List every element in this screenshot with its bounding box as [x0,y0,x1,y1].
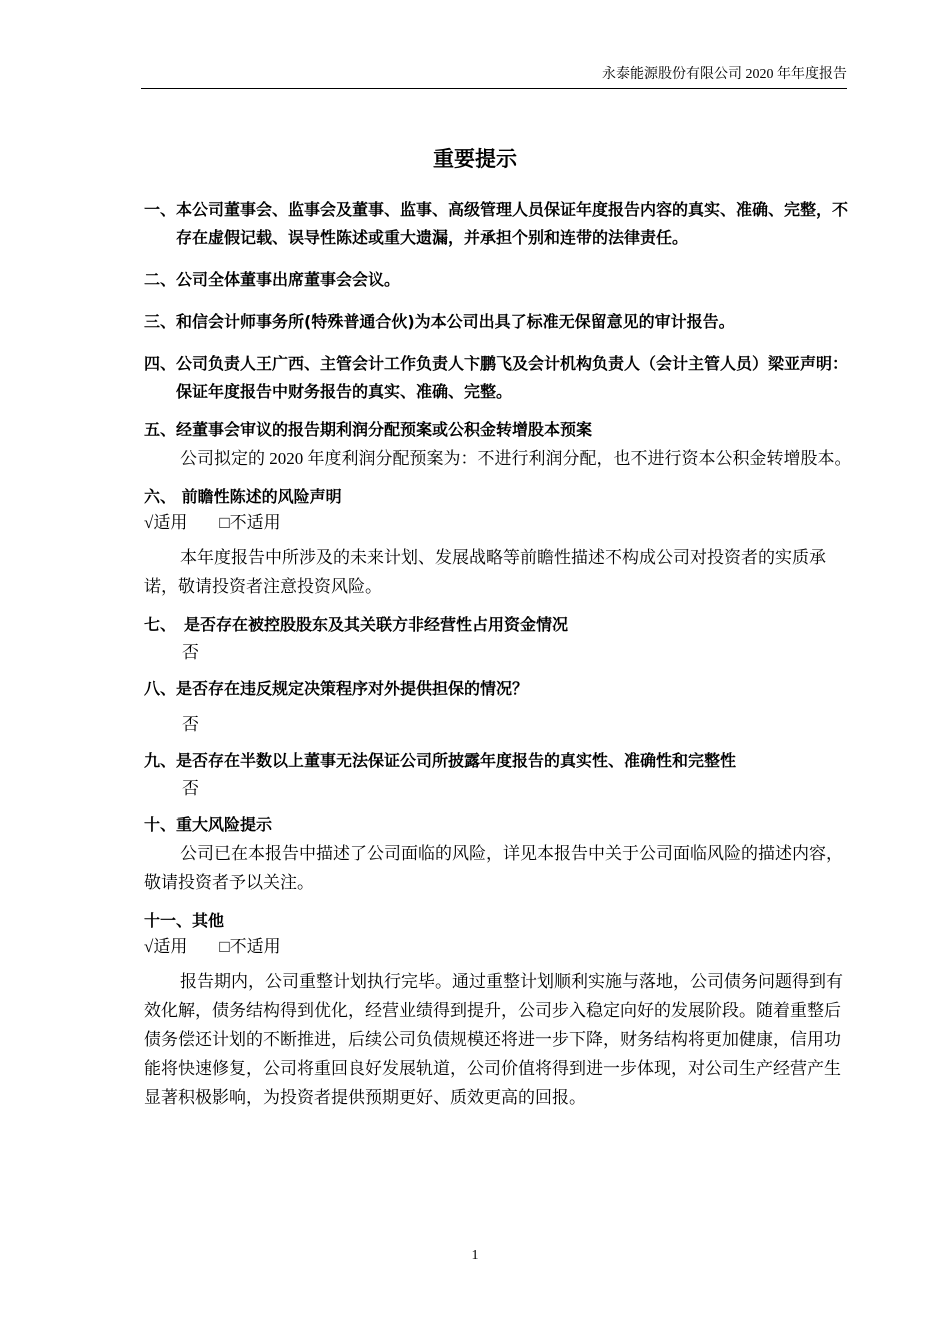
page-title: 重要提示 [433,147,517,171]
item-one: 一、本公司董事会、监事会及董事、监事、高级管理人员保证年度报告内容的真实、准确、完整，不存在虚假记载、误导性陈述或重大遗漏，并承担个别和连带的法律责任。 [144,200,849,247]
item-eleven-body: 报告期内，公司重整计划执行完毕。通过重整计划顺利实施与落地，公司债务问题得到有效化解，债务结构得到优化，经营业绩得到提升，公司步入稳定向好的发展阶段。随着重整后债务偿还计划的不断推进，后续公司负债规模还将进一步下降，财务结构将更加健康，信用功能将快速修复，公司将重回良好发展轨道，公司价值将得到进一步体现，对公司生产经营产生显著积极影响，为投资者提供预期更好、质效更高的回报。 [144,972,843,1107]
item-five-body: 公司拟定的 2020 年度利润分配预案为：不进行利润分配，也不进行资本公积金转增股本。 [180,449,852,468]
item-nine-heading: 九、是否存在半数以上董事无法保证公司所披露年度报告的真实性、准确性和完整性 [144,751,737,770]
item-seven-heading: 七、 是否存在被控股股东及其关联方非经营性占用资金情况 [144,615,569,634]
item-six-heading: 六、 前瞻性陈述的风险声明 [144,487,342,506]
item-seven-answer: 否 [182,643,199,662]
item-ten-heading: 十、重大风险提示 [144,815,273,834]
item-eight-heading: 八、是否存在违反规定决策程序对外提供担保的情况？ [144,679,529,698]
item-six-options [144,511,855,535]
header-divider [141,88,847,89]
running-header: 永泰能源股份有限公司 2020 年年度报告 [602,67,847,82]
applicable-checkbox: √适用 [144,937,188,956]
notice-list [144,196,855,1112]
item-two: 二、公司全体董事出席董事会会议。 [144,270,401,289]
item-five-heading: 五、经董事会审议的报告期利润分配预案或公积金转增股本预案 [144,420,593,439]
page-number: 1 [471,1248,479,1263]
item-three: 三、和信会计师事务所(特殊普通合伙)为本公司出具了标准无保留意见的审计报告。 [144,312,735,331]
item-eleven-options [144,935,855,959]
item-six-body: 本年度报告中所涉及的未来计划、发展战略等前瞻性描述不构成公司对投资者的实质承诺，敬请投资者注意投资风险。 [144,548,826,596]
item-nine-answer: 否 [182,779,199,798]
not-applicable-checkbox: □不适用 [219,513,281,532]
item-four: 四、公司负责人王广西、主管会计工作负责人卞鹏飞及会计机构负责人（会计主管人员）梁亚声明：保证年度报告中财务报告的真实、准确、完整。 [144,354,849,401]
item-eight-answer: 否 [182,715,199,734]
applicable-checkbox: √适用 [144,513,188,532]
item-ten-body: 公司已在本报告中描述了公司面临的风险，详见本报告中关于公司面临风险的描述内容，敬请投资者予以关注。 [144,844,843,892]
not-applicable-checkbox: □不适用 [219,937,281,956]
item-eleven-heading: 十一、其他 [144,911,225,930]
